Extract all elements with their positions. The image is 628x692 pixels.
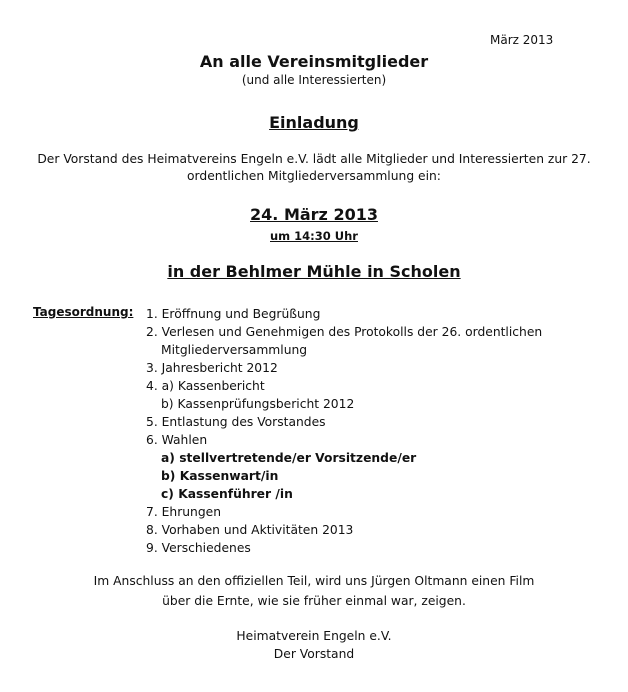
agenda-item: 4. a) Kassenbericht — [146, 379, 265, 393]
signature-board: Der Vorstand — [273, 647, 355, 661]
agenda-item: 2. Verlesen und Genehmigen des Protokolls der 26. ordentlichen — [146, 325, 543, 339]
agenda-subitem: b) Kassenwart/in — [161, 469, 279, 483]
closing-paragraph — [0, 571, 628, 611]
meeting-time: um 14:30 Uhr — [270, 229, 358, 243]
agenda-item: 5. Entlastung des Vorstandes — [146, 415, 326, 429]
agenda-list — [146, 305, 542, 557]
agenda-item: 8. Vorhaben und Aktivitäten 2013 — [146, 523, 354, 537]
letter-heading: Einladung — [269, 113, 359, 132]
addressee-subtitle: (und alle Interessierten) — [241, 73, 387, 87]
agenda-item-continuation: Mitgliederversammlung — [161, 343, 308, 357]
agenda-item: 1. Eröffnung und Begrüßung — [146, 307, 321, 321]
addressee: An alle Vereinsmitglieder — [199, 52, 429, 71]
meeting-venue: in der Behlmer Mühle in Scholen — [167, 262, 461, 281]
intro-line-1: Der Vorstand des Heimatvereins Engeln e.V. lädt alle Mitglieder und Interessierten zur 27. — [37, 152, 591, 166]
agenda-item: 7. Ehrungen — [146, 505, 222, 519]
signature-block — [0, 627, 628, 663]
signature-organization: Heimatverein Engeln e.V. — [236, 629, 392, 643]
agenda-item: 6. Wahlen — [146, 433, 208, 447]
agenda-item: 3. Jahresbericht 2012 — [146, 361, 278, 375]
letter-date: März 2013 — [490, 33, 554, 47]
agenda-subitem: b) Kassenprüfungsbericht 2012 — [161, 397, 355, 411]
intro-paragraph — [0, 151, 628, 185]
agenda-subitem: a) stellvertretende/er Vorsitzende/er — [161, 451, 417, 465]
closing-line-2: über die Ernte, wie sie früher einmal war, zeigen. — [162, 594, 466, 608]
closing-line-1: Im Anschluss an den offiziellen Teil, wird uns Jürgen Oltmann einen Film — [93, 574, 535, 588]
meeting-date: 24. März 2013 — [250, 205, 378, 224]
agenda-subitem: c) Kassenführer /in — [161, 487, 293, 501]
agenda-item: 9. Verschiedenes — [146, 541, 251, 555]
agenda-label: Tagesordnung: — [33, 305, 134, 319]
intro-line-2: ordentlichen Mitgliederversammlung ein: — [187, 169, 441, 183]
